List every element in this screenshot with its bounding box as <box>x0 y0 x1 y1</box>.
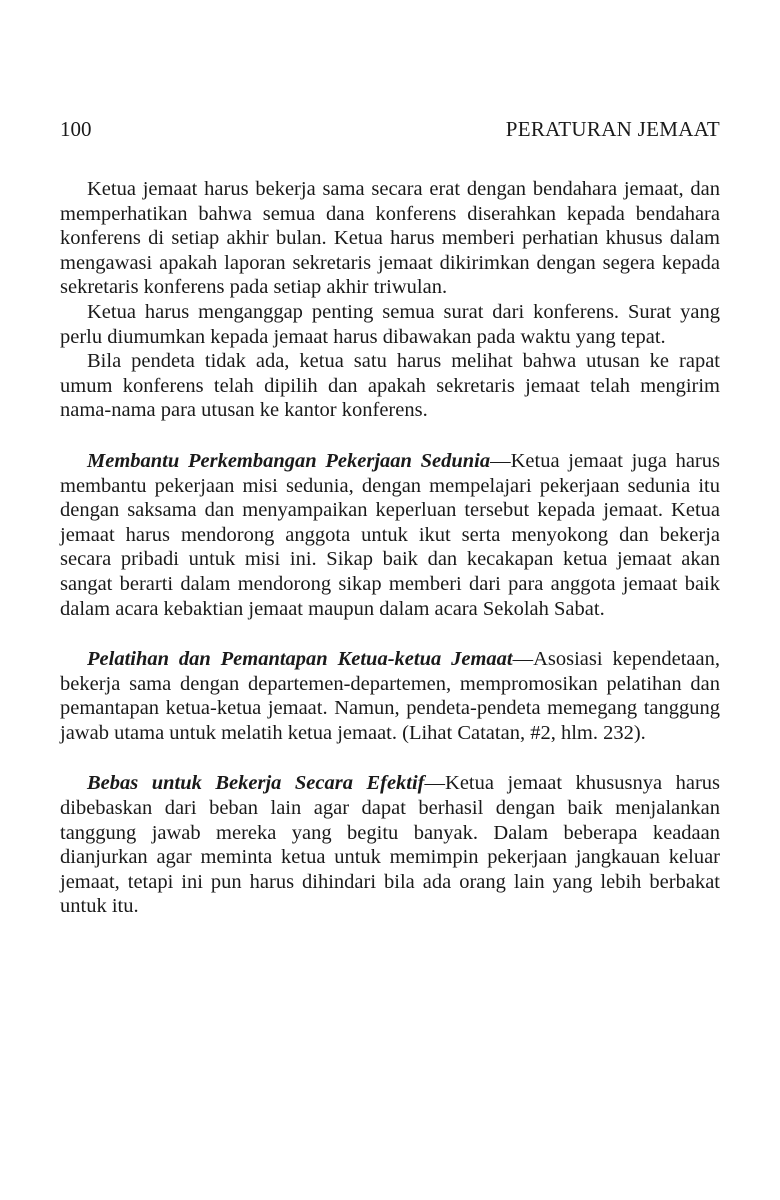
section-text: —Asosiasi kependetaan, bekerja sama dengan departemen-departemen, mempromosikan pelatihan dan pemantapan ketua-ketua jemaat. Namun, pendeta-pendeta memegang tanggung jawab utama untuk melatih ketua jemaat. (Lihat Catatan, #2, hlm. 232). <box>60 648 721 744</box>
running-title: PERATURAN JEMAAT <box>505 117 720 141</box>
section-paragraph <box>60 771 720 919</box>
body-paragraph: Bila pendeta tidak ada, ketua satu harus melihat bahwa utusan ke rapat umum konferens telah dipilih dan apakah sekretaris jemaat telah mengirim nama-nama para utusan ke kantor konferens. <box>60 350 720 422</box>
section-heading: Pelatihan dan Pemantapan Ketua-ketua Jemaat <box>87 648 513 671</box>
section-paragraph <box>60 647 720 745</box>
section-text: —Ketua jemaat juga harus membantu pekerjaan misi sedunia, dengan mempelajari pekerjaan sedunia itu dengan saksama dan menyampaikan keperluan tersebut kepada jemaat. Ketua jemaat harus mendorong anggota untuk ikut serta menyokong dan bekerja secara pribadi untuk misi ini. Sikap baik dan kecakapan ketua jemaat akan sangat berarti dalam mendorong sikap memberi dari para anggota jemaat baik dalam acara kebaktian jemaat maupun dalam acara Sekolah Sabat. <box>60 449 720 620</box>
page-body <box>60 177 720 919</box>
section-text: —Ketua jemaat khususnya harus dibebaskan dari beban lain agar dapat berhasil dengan baik menjalankan tanggung jawab mereka yang begitu banyak. Dalam beberapa keadaan dianjurkan agar meminta ketua untuk memimpin pekerjaan jangkauan keluar jemaat, tetapi ini pun harus dihindari bila ada orang lain yang lebih berbakat untuk itu. <box>60 772 720 918</box>
page-number: 100 <box>60 117 92 141</box>
body-paragraph: Ketua jemaat harus bekerja sama secara erat dengan bendahara jemaat, dan memperhatikan bahwa semua dana konferens diserahkan kepada bendahara konferens di setiap akhir bulan. Ketua harus memberi perhatian khusus dalam mengawasi apakah laporan sekretaris jemaat dikirimkan dengan segera kepada sekretaris konferens pada setiap akhir triwulan. <box>60 178 720 299</box>
section-paragraph <box>60 449 720 621</box>
section-heading: Membantu Perkembangan Pekerjaan Sedunia <box>87 449 491 472</box>
section-heading: Bebas untuk Bekerja Secara Efektif <box>87 772 425 795</box>
body-paragraph: Ketua harus menganggap penting semua surat dari konferens. Surat yang perlu diumumkan kepada jemaat harus dibawakan pada waktu yang tepat. <box>60 300 720 348</box>
